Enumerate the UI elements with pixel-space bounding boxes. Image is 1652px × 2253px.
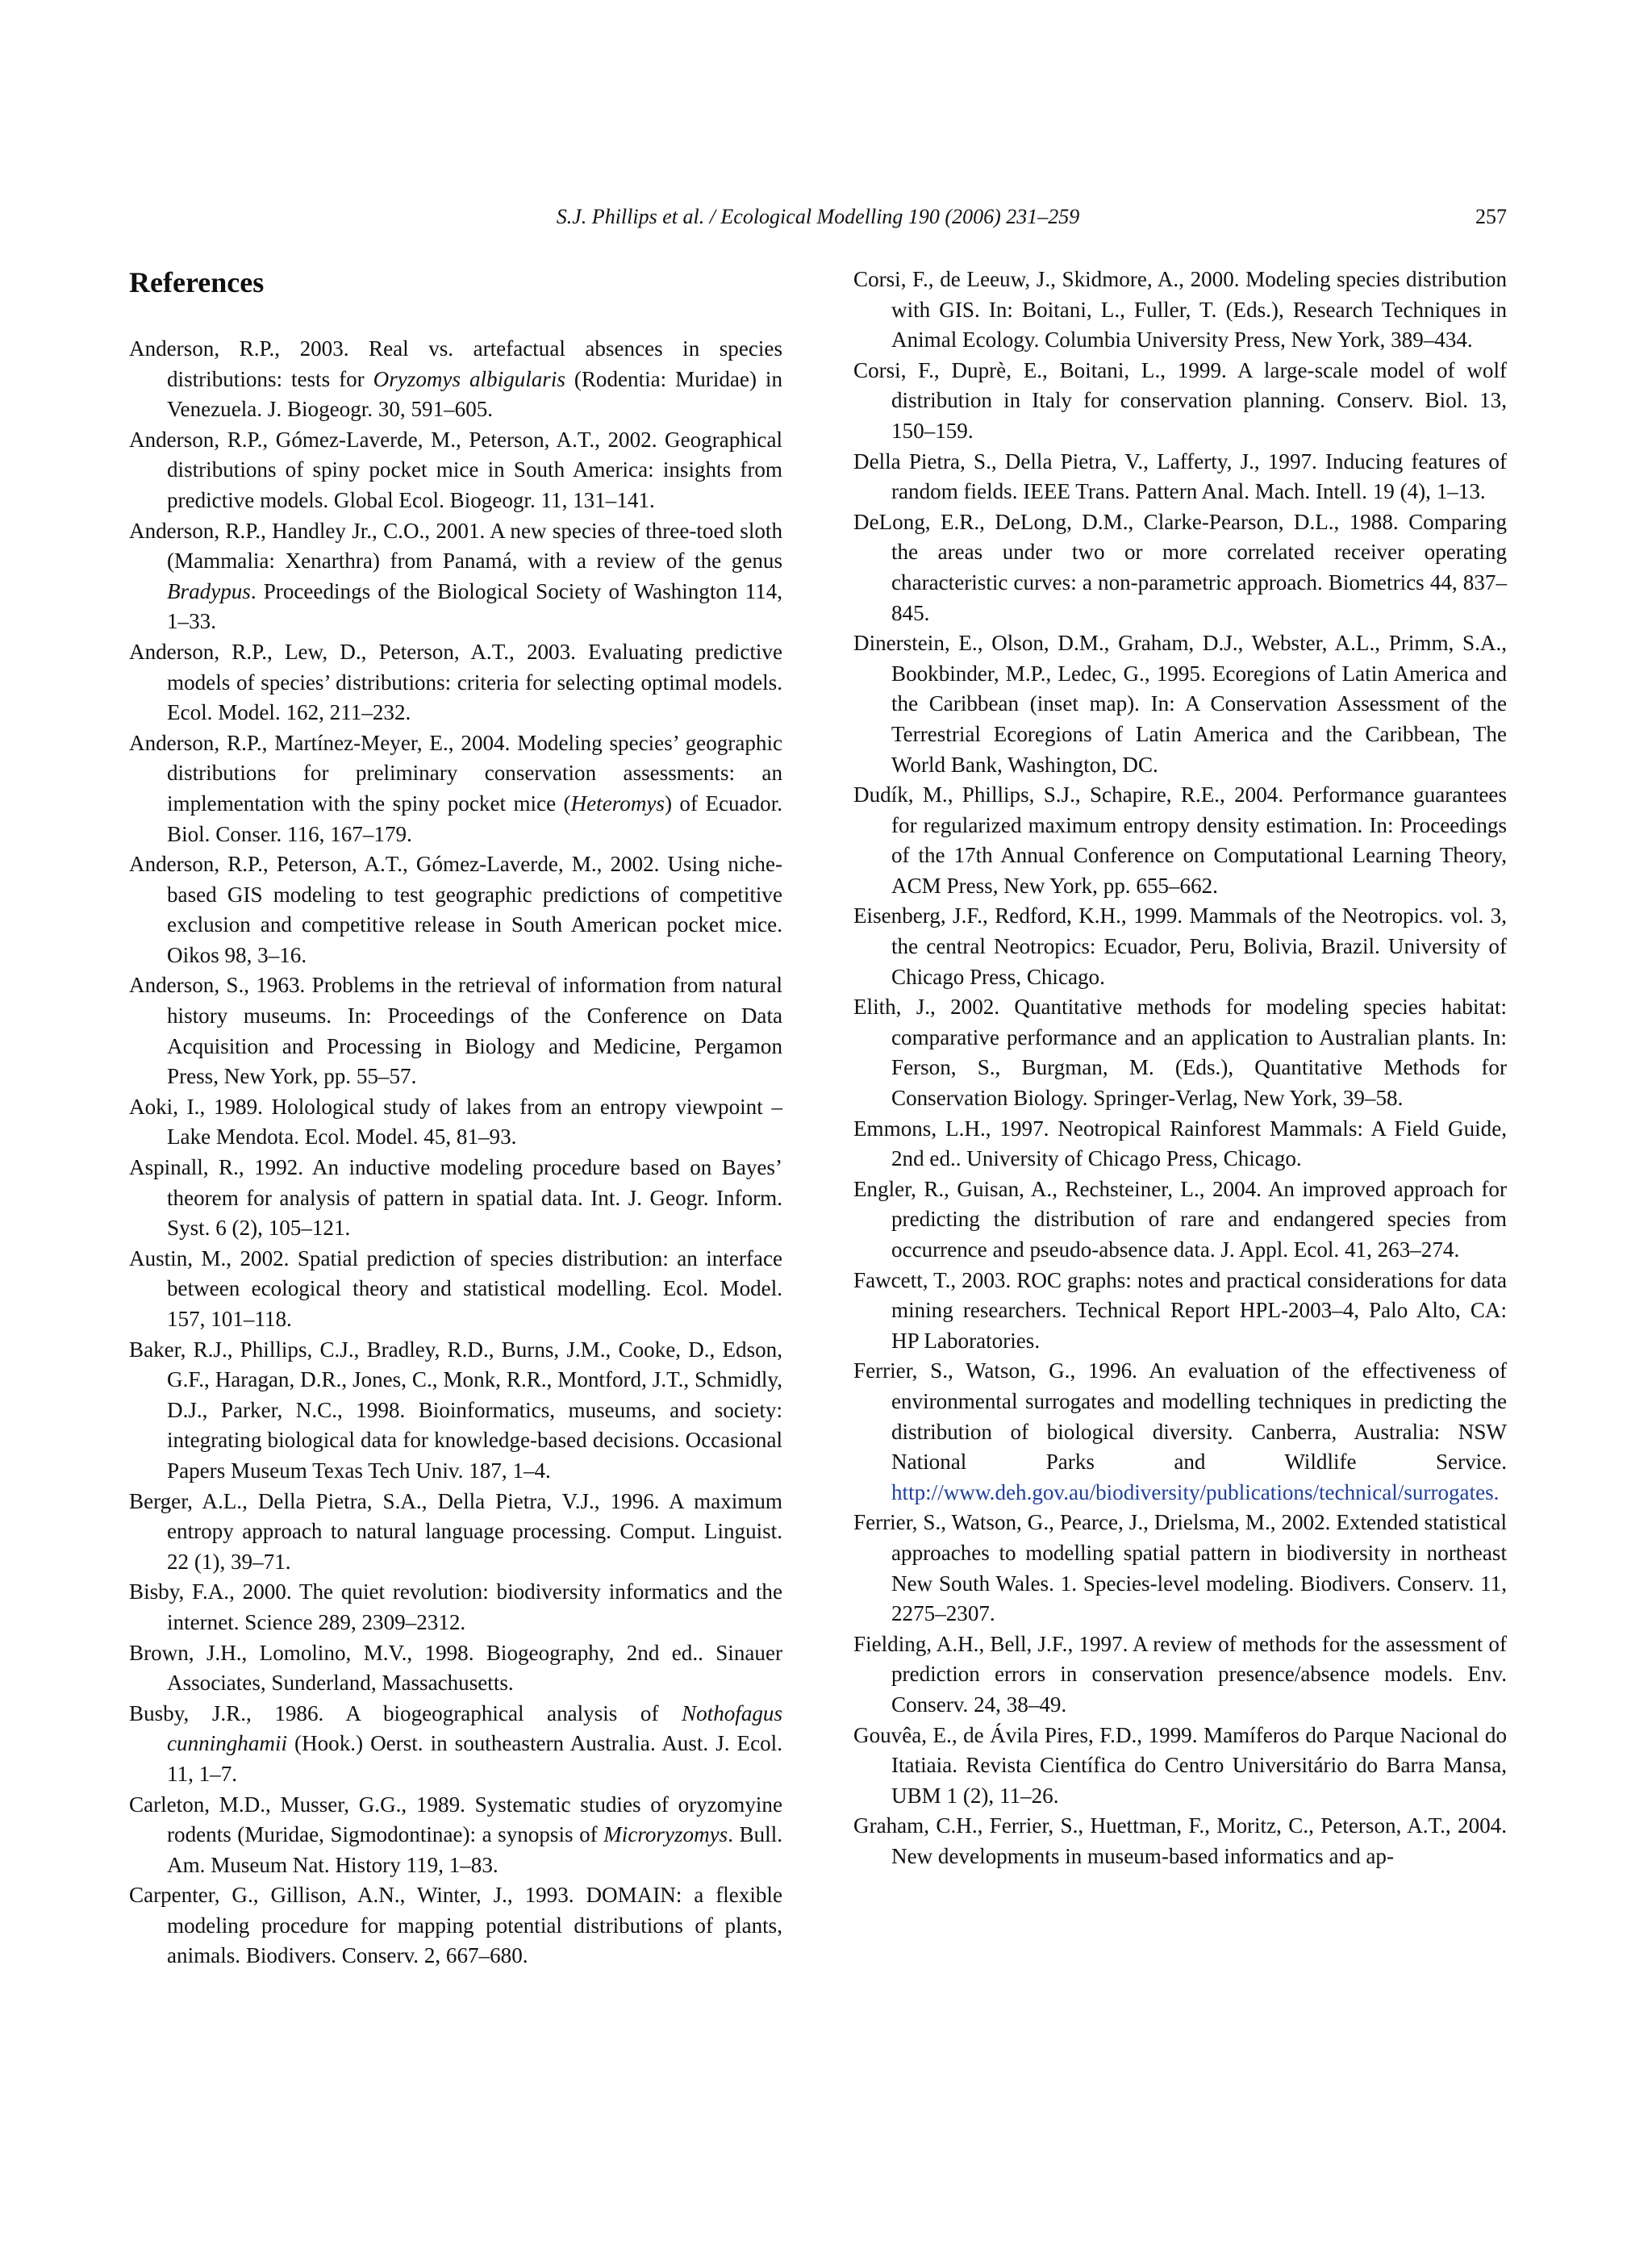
reference-text: Carpenter, G., Gillison, A.N., Winter, J., 1993. DOMAIN: a flexible modeling procedure for mapping potential distributions of plants, animals. Biodivers. Conserv. 2, 667–680. bbox=[129, 1883, 782, 1968]
reference-text: Corsi, F., de Leeuw, J., Skidmore, A., 2000. Modeling species distribution with GIS. In: Boitani, L., Fuller, T. (Eds.), Research Techniques in Animal Ecology. Columbia University Press, New York, 389–434. bbox=[853, 267, 1507, 353]
reference-entry bbox=[853, 447, 1507, 507]
reference-entry bbox=[853, 992, 1507, 1113]
reference-text: . Bull. Am. Museum Nat. History 119, 1–83. bbox=[167, 1822, 783, 1877]
reference-entry bbox=[853, 265, 1507, 356]
reference-entry bbox=[853, 356, 1507, 447]
reference-entry bbox=[853, 1174, 1507, 1266]
reference-text: Dudík, M., Phillips, S.J., Schapire, R.E., 2004. Performance guarantees for regularized maximum entropy density estimation. In: Proceedings of the 17th Annual Conference on Computational Learning Theory, ACM Press, New York, pp. 655–662. bbox=[853, 782, 1507, 898]
reference-entry bbox=[129, 1880, 782, 1971]
reference-entry bbox=[129, 637, 782, 728]
reference-entry bbox=[853, 1629, 1507, 1721]
reference-entry bbox=[129, 425, 782, 516]
reference-text: Baker, R.J., Phillips, C.J., Bradley, R.D., Burns, J.M., Cooke, D., Edson, G.F., Haragan, D.R., Jones, C., Monk, R.R., Montford, J.T., Schmidly, D.J., Parker, N.C., 1998. Bioinformatics, museums, and society: integrating biological data for knowledge-based decisions. Occasional Papers Museum Texas Tech Univ. 187, 1–4. bbox=[129, 1337, 782, 1483]
reference-entry bbox=[129, 1092, 782, 1153]
reference-italic-text: Microryzomys bbox=[603, 1822, 728, 1847]
reference-italic-text: Bradypus bbox=[167, 578, 251, 603]
reference-text: Anderson, R.P., Martínez-Meyer, E., 2004. Modeling species’ geographic distributions for preliminary conservation assessments: an implementation with the spiny pocket mice ( bbox=[129, 730, 782, 816]
reference-entry bbox=[129, 516, 782, 637]
reference-text: Carleton, M.D., Musser, G.G., 1989. Systematic studies of oryzomyine rodents (Muridae, Sigmodontinae): a synopsis of bbox=[129, 1792, 782, 1847]
reference-text: Della Pietra, S., Della Pietra, V., Lafferty, J., 1997. Inducing features of random fields. IEEE Trans. Pattern Anal. Mach. Intell. 19 (4), 1–13. bbox=[853, 449, 1507, 504]
reference-italic-text: Oryzomys albigularis bbox=[373, 366, 565, 391]
reference-entry bbox=[129, 1335, 782, 1487]
reference-entry bbox=[129, 1638, 782, 1699]
reference-text: Aoki, I., 1989. Holological study of lakes from an entropy viewpoint – Lake Mendota. Ecol. Model. 45, 81–93. bbox=[129, 1094, 782, 1149]
reference-text: ) of Ecuador. Biol. Conser. 116, 167–179. bbox=[167, 791, 782, 846]
reference-entry bbox=[853, 1266, 1507, 1357]
reference-text: (Rodentia: Muridae) in Venezuela. J. Biogeogr. 30, 591–605. bbox=[167, 366, 782, 422]
reference-text: Engler, R., Guisan, A., Rechsteiner, L., 2004. An improved approach for predicting the distribution of rare and endangered species from occurrence and pseudo-absence data. J. Appl. Ecol. 41, 263–274. bbox=[853, 1176, 1507, 1262]
reference-entry bbox=[853, 1721, 1507, 1812]
reference-text: Brown, J.H., Lomolino, M.V., 1998. Biogeography, 2nd ed.. Sinauer Associates, Sunderland, Massachusetts. bbox=[129, 1640, 782, 1696]
reference-text: Emmons, L.H., 1997. Neotropical Rainforest Mammals: A Field Guide, 2nd ed.. University of Chicago Press, Chicago. bbox=[853, 1116, 1507, 1171]
reference-text: Aspinall, R., 1992. An inductive modeling procedure based on Bayes’ theorem for analysis of pattern in spatial data. Int. J. Geogr. Inform. Syst. 6 (2), 105–121. bbox=[129, 1155, 782, 1241]
reference-entry bbox=[853, 1811, 1507, 1871]
reference-text: Gouvêa, E., de Ávila Pires, F.D., 1999. Mamíferos do Parque Nacional do Itatiaia. Revista Científica do Centro Universitário do Barra Mansa, UBM 1 (2), 11–26. bbox=[853, 1722, 1507, 1808]
reference-entry bbox=[853, 1508, 1507, 1629]
reference-text: Fielding, A.H., Bell, J.F., 1997. A review of methods for the assessment of prediction errors in conservation presence/absence models. Env. Conserv. 24, 38–49. bbox=[853, 1631, 1507, 1717]
reference-text: . Proceedings of the Biological Society of Washington 114, 1–33. bbox=[167, 578, 782, 634]
reference-entry bbox=[129, 849, 782, 970]
section-title: References bbox=[129, 266, 265, 298]
reference-text: Anderson, R.P., 2003. Real vs. artefactual absences in species distributions: tests for bbox=[129, 336, 782, 391]
reference-entry bbox=[129, 728, 782, 849]
reference-italic-text: Heteromys bbox=[570, 791, 665, 816]
reference-text: Austin, M., 2002. Spatial prediction of species distribution: an interface between ecological theory and statistical modelling. Ecol. Model. 157, 101–118. bbox=[129, 1245, 782, 1331]
reference-text: Graham, C.H., Ferrier, S., Huettman, F., Moritz, C., Peterson, A.T., 2004. New developments in museum-based informatics and ap- bbox=[853, 1813, 1507, 1868]
reference-text: Anderson, R.P., Peterson, A.T., Gómez-Laverde, M., 2002. Using niche-based GIS modeling to test geographic predictions of competitive exclusion and competitive release in South American pocket mice. Oikos 98, 3–16. bbox=[129, 852, 782, 967]
reference-text: Busby, J.R., 1986. A biogeographical analysis of bbox=[129, 1700, 682, 1725]
reference-text: Berger, A.L., Della Pietra, S.A., Della Pietra, V.J., 1996. A maximum entropy approach to natural language processing. Comput. Linguist. 22 (1), 39–71. bbox=[129, 1488, 782, 1574]
reference-entry bbox=[129, 1153, 782, 1244]
reference-entry bbox=[129, 1790, 782, 1881]
reference-text: (Hook.) Oerst. in southeastern Australia. Aust. J. Ecol. 11, 1–7. bbox=[167, 1731, 782, 1786]
reference-text: Eisenberg, J.F., Redford, K.H., 1999. Mammals of the Neotropics. vol. 3, the central Neotropics: Ecuador, Peru, Bolivia, Brazil. University of Chicago Press, Chicago. bbox=[853, 903, 1507, 989]
left-column bbox=[129, 265, 782, 1971]
reference-entry bbox=[129, 334, 782, 425]
reference-text: Anderson, S., 1963. Problems in the retrieval of information from natural history museums. In: Proceedings of the Conference on Data Acquisition and Processing in Biology and Medicine, Pergamon Press, New York, pp. 55–57. bbox=[129, 973, 782, 1089]
reference-url-link[interactable]: http://www.deh.gov.au/biodiversity/publications/technical/surrogates. bbox=[891, 1479, 1500, 1504]
reference-text: Fawcett, T., 2003. ROC graphs: notes and practical considerations for data mining researchers. Technical Report HPL-2003–4, Palo Alto, CA: HP Laboratories. bbox=[853, 1267, 1507, 1353]
reference-text: Corsi, F., Duprè, E., Boitani, L., 1999. A large-scale model of wolf distribution in Italy for conservation planning. Conserv. Biol. 13, 150–159. bbox=[853, 357, 1507, 443]
reference-text: Anderson, R.P., Handley Jr., C.O., 2001. A new species of three-toed sloth (Mammalia: Xenarthra) from Panamá, with a review of the genus bbox=[129, 518, 782, 574]
reference-entry bbox=[129, 1487, 782, 1578]
reference-entry bbox=[129, 970, 782, 1091]
reference-text: Ferrier, S., Watson, G., 1996. An evaluation of the effectiveness of environmental surrogates and modelling techniques in predicting the distribution of biological diversity. Canberra, Australia: NSW National Parks and Wildlife Service. bbox=[853, 1358, 1507, 1475]
reference-entry bbox=[853, 780, 1507, 901]
reference-text: Elith, J., 2002. Quantitative methods for modeling species habitat: comparative performance and an application to Australian plants. In: Ferson, S., Burgman, M. (Eds.), Quantitative Methods for Conservation Biology. Springer-Verlag, New York, 39–58. bbox=[853, 995, 1507, 1111]
reference-text: Dinerstein, E., Olson, D.M., Graham, D.J., Webster, A.L., Primm, S.A., Bookbinder, M.P., Ledec, G., 1995. Ecoregions of Latin America and the Caribbean (inset map). In: A Conservation Assessment of the Terrestrial Ecoregions of Latin America and the Caribbean, The World Bank, Washington, DC. bbox=[853, 631, 1507, 777]
page-number: 257 bbox=[1475, 205, 1507, 228]
reference-entry bbox=[853, 628, 1507, 780]
reference-list-left bbox=[129, 334, 782, 1971]
reference-entry bbox=[853, 901, 1507, 992]
journal-reference: S.J. Phillips et al. / Ecological Modelling 190 (2006) 231–259 bbox=[556, 205, 1080, 228]
reference-text: DeLong, E.R., DeLong, D.M., Clarke-Pearson, D.L., 1988. Comparing the areas under two or more correlated receiver operating characteristic curves: a non-parametric approach. Biometrics 44, 837–845. bbox=[853, 509, 1507, 625]
reference-text: Anderson, R.P., Gómez-Laverde, M., Peterson, A.T., 2002. Geographical distributions of spiny pocket mice in South America: insights from predictive models. Global Ecol. Biogeogr. 11, 131–141. bbox=[129, 427, 782, 512]
reference-entry bbox=[853, 507, 1507, 628]
reference-text: Ferrier, S., Watson, G., Pearce, J., Drielsma, M., 2002. Extended statistical approaches to modelling spatial pattern in biodiversity in northeast New South Wales. 1. Species-level modeling. Biodivers. Conserv. 11, 2275–2307. bbox=[853, 1510, 1507, 1626]
reference-entry bbox=[129, 1699, 782, 1790]
reference-entry bbox=[853, 1356, 1507, 1508]
reference-list-right bbox=[853, 265, 1507, 1871]
reference-entry bbox=[129, 1577, 782, 1638]
reference-text: Anderson, R.P., Lew, D., Peterson, A.T., 2003. Evaluating predictive models of species’ distributions: criteria for selecting optimal models. Ecol. Model. 162, 211–232. bbox=[129, 639, 782, 725]
reference-italic-text: Nothofagus cunninghamii bbox=[167, 1700, 782, 1756]
right-column bbox=[853, 265, 1507, 1871]
reference-entry bbox=[853, 1114, 1507, 1174]
reference-entry bbox=[129, 1244, 782, 1335]
reference-text: Bisby, F.A., 2000. The quiet revolution: biodiversity informatics and the internet. Science 289, 2309–2312. bbox=[129, 1579, 782, 1634]
